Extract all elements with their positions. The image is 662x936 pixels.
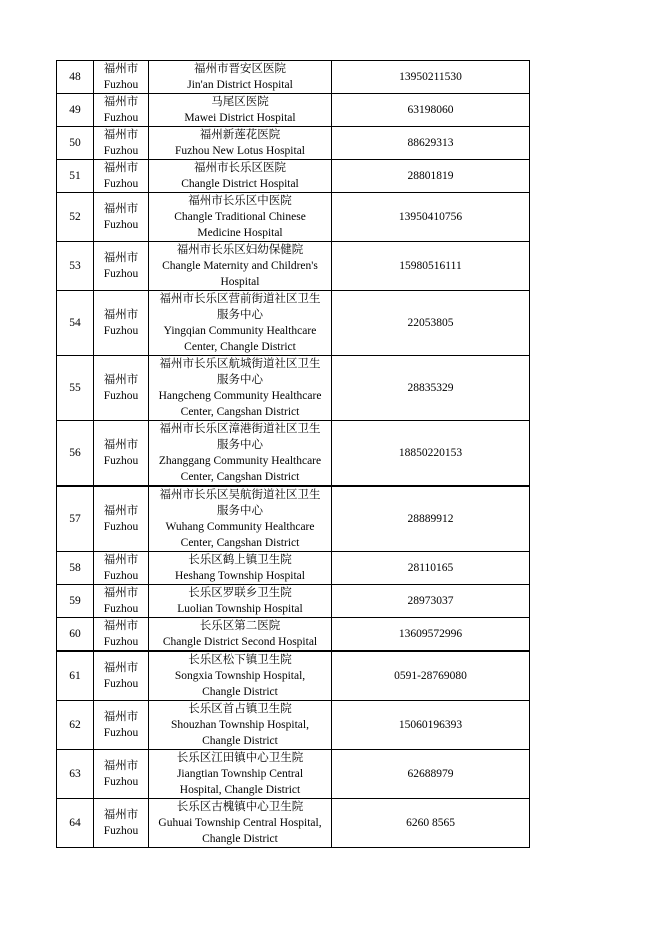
table-row (57, 618, 530, 652)
city-name-en: Fuzhou (103, 570, 139, 582)
table-row (57, 701, 530, 750)
city-cell (94, 486, 149, 552)
row-number: 56 (57, 421, 94, 487)
row-number: 62 (57, 701, 94, 750)
hospital-name-line: Center, Cangshan District (180, 471, 300, 483)
phone-cell: 28889912 (332, 486, 530, 552)
row-number: 51 (57, 160, 94, 193)
hospital-name-line: Zhanggang Community Healthcare (158, 455, 322, 467)
hospital-name-cell (149, 61, 332, 94)
city-cell (94, 421, 149, 487)
hospital-name-line: 长乐区第二医院 (199, 620, 281, 632)
row-number: 60 (57, 618, 94, 652)
hospital-name-line: Center, Cangshan District (180, 537, 300, 549)
city-cell (94, 242, 149, 291)
table-row (57, 799, 530, 848)
hospital-name-line: 服务中心 (217, 374, 263, 386)
table-row (57, 585, 530, 618)
city-name-zh: 福州市 (103, 374, 139, 386)
city-name-en: Fuzhou (103, 219, 139, 231)
table-row (57, 94, 530, 127)
row-number: 59 (57, 585, 94, 618)
city-name-zh: 福州市 (103, 162, 139, 174)
phone-cell: 13950410756 (332, 193, 530, 242)
city-name-en: Fuzhou (103, 678, 139, 690)
hospital-name-line: Yingqian Community Healthcare (163, 325, 317, 337)
city-name-en: Fuzhou (103, 268, 139, 280)
hospital-name-line: 马尾区医院 (211, 96, 269, 108)
hospital-name-line: 服务中心 (217, 505, 263, 517)
hospital-name-cell (149, 193, 332, 242)
hospital-name-line: Center, Changle District (184, 341, 296, 353)
table-row (57, 356, 530, 421)
hospital-name-cell (149, 356, 332, 421)
table-row (57, 552, 530, 585)
city-name-en: Fuzhou (103, 455, 139, 467)
hospital-name-line: 长乐区江田镇中心卫生院 (176, 752, 304, 764)
hospital-name-line: 长乐区罗联乡卫生院 (188, 587, 292, 599)
row-number: 57 (57, 486, 94, 552)
row-number: 53 (57, 242, 94, 291)
city-cell (94, 193, 149, 242)
hospital-name-line: Songxia Township Hospital, (174, 670, 306, 682)
phone-cell: 15060196393 (332, 701, 530, 750)
table-row (57, 193, 530, 242)
hospital-name-line: 福州市长乐区医院 (194, 162, 286, 174)
city-name-en: Fuzhou (103, 178, 139, 190)
city-name-zh: 福州市 (103, 96, 139, 108)
hospital-name-line: Heshang Township Hospital (175, 570, 305, 582)
table-row (57, 651, 530, 701)
hospital-name-line: Changle District (202, 735, 278, 747)
hospital-name-line: Changle District (202, 686, 278, 698)
city-cell (94, 618, 149, 652)
phone-cell: 15980516111 (332, 242, 530, 291)
city-cell (94, 585, 149, 618)
city-name-en: Fuzhou (103, 112, 139, 124)
city-name-en: Fuzhou (103, 79, 139, 91)
table-row (57, 750, 530, 799)
hospital-name-line: 福州市长乐区吴航街道社区卫生 (159, 489, 321, 501)
row-number: 64 (57, 799, 94, 848)
hospital-name-cell (149, 552, 332, 585)
city-name-zh: 福州市 (103, 63, 139, 75)
city-cell (94, 94, 149, 127)
hospital-name-cell (149, 750, 332, 799)
city-cell (94, 552, 149, 585)
row-number: 48 (57, 61, 94, 94)
city-cell (94, 61, 149, 94)
city-name-zh: 福州市 (103, 809, 139, 821)
row-number: 50 (57, 127, 94, 160)
hospital-name-line: Jin'an District Hospital (187, 79, 293, 91)
city-name-zh: 福州市 (103, 711, 139, 723)
hospital-name-cell (149, 94, 332, 127)
hospital-name-line: 长乐区鹤上镇卫生院 (188, 554, 292, 566)
hospital-name-cell (149, 618, 332, 652)
hospital-name-cell (149, 160, 332, 193)
city-name-zh: 福州市 (103, 760, 139, 772)
table-row (57, 291, 530, 356)
hospital-name-cell (149, 486, 332, 552)
hospital-name-line: 福州市长乐区航城街道社区卫生 (159, 358, 321, 370)
hospital-name-line: 长乐区松下镇卫生院 (188, 654, 292, 666)
city-cell (94, 127, 149, 160)
hospital-name-line: Hospital (220, 276, 260, 288)
phone-cell: 28973037 (332, 585, 530, 618)
hospital-name-cell (149, 291, 332, 356)
phone-cell: 6260 8565 (332, 799, 530, 848)
phone-cell: 28110165 (332, 552, 530, 585)
city-cell (94, 356, 149, 421)
hospital-name-line: Luolian Township Hospital (177, 603, 303, 615)
hospital-name-line: Hangcheng Community Healthcare (158, 390, 322, 402)
city-name-zh: 福州市 (103, 252, 139, 264)
city-name-en: Fuzhou (103, 603, 139, 615)
hospital-name-line: 长乐区首占镇卫生院 (188, 703, 292, 715)
city-name-en: Fuzhou (103, 390, 139, 402)
hospital-name-line: Changle District (202, 833, 278, 845)
city-name-zh: 福州市 (103, 129, 139, 141)
city-name-zh: 福州市 (103, 309, 139, 321)
city-name-zh: 福州市 (103, 203, 139, 215)
city-name-en: Fuzhou (103, 825, 139, 837)
row-number: 52 (57, 193, 94, 242)
phone-cell: 13609572996 (332, 618, 530, 652)
city-cell (94, 651, 149, 701)
hospital-table (56, 60, 530, 848)
hospital-name-cell (149, 585, 332, 618)
table-row (57, 486, 530, 552)
hospital-table-body (57, 61, 530, 848)
city-name-zh: 福州市 (103, 662, 139, 674)
city-name-zh: 福州市 (103, 554, 139, 566)
city-name-en: Fuzhou (103, 325, 139, 337)
hospital-name-cell (149, 421, 332, 487)
row-number: 54 (57, 291, 94, 356)
city-name-en: Fuzhou (103, 636, 139, 648)
hospital-name-cell (149, 799, 332, 848)
hospital-name-line: 福州新莲花医院 (199, 129, 281, 141)
hospital-name-line: Shouzhan Township Hospital, (171, 719, 309, 731)
phone-cell: 18850220153 (332, 421, 530, 487)
phone-cell: 63198060 (332, 94, 530, 127)
row-number: 55 (57, 356, 94, 421)
hospital-name-line: 福州市长乐区中医院 (188, 195, 292, 207)
table-row (57, 127, 530, 160)
city-name-en: Fuzhou (103, 145, 139, 157)
city-name-zh: 福州市 (103, 439, 139, 451)
table-row (57, 242, 530, 291)
city-name-en: Fuzhou (103, 776, 139, 788)
row-number: 63 (57, 750, 94, 799)
hospital-name-line: Changle Traditional Chinese (174, 211, 306, 223)
hospital-name-line: 福州市长乐区漳港街道社区卫生 (159, 423, 321, 435)
city-name-zh: 福州市 (103, 620, 139, 632)
hospital-name-line: Guhuai Township Central Hospital, (158, 817, 322, 829)
hospital-name-cell (149, 701, 332, 750)
row-number: 61 (57, 651, 94, 701)
hospital-name-line: Hospital, Changle District (179, 784, 301, 796)
city-cell (94, 160, 149, 193)
city-cell (94, 799, 149, 848)
hospital-name-line: Changle District Hospital (181, 178, 299, 190)
phone-cell: 22053805 (332, 291, 530, 356)
hospital-name-line: 服务中心 (217, 439, 263, 451)
hospital-name-line: Medicine Hospital (197, 227, 283, 239)
city-cell (94, 701, 149, 750)
hospital-name-line: 福州市晋安区医院 (194, 63, 286, 75)
city-name-zh: 福州市 (103, 505, 139, 517)
city-name-en: Fuzhou (103, 727, 139, 739)
table-row (57, 421, 530, 487)
phone-cell: 88629313 (332, 127, 530, 160)
hospital-name-line: Center, Cangshan District (180, 406, 300, 418)
table-row (57, 61, 530, 94)
hospital-name-line: Wuhang Community Healthcare (165, 521, 315, 533)
phone-cell: 13950211530 (332, 61, 530, 94)
hospital-name-cell (149, 651, 332, 701)
hospital-name-line: Jiangtian Township Central (176, 768, 304, 780)
phone-cell: 28801819 (332, 160, 530, 193)
city-name-en: Fuzhou (103, 521, 139, 533)
hospital-name-line: 福州市长乐区妇幼保健院 (176, 244, 304, 256)
hospital-name-line: Fuzhou New Lotus Hospital (174, 145, 305, 157)
hospital-name-line: Mawei District Hospital (184, 112, 296, 124)
hospital-name-line: Changle District Second Hospital (162, 636, 318, 648)
hospital-name-line: 长乐区古槐镇中心卫生院 (176, 801, 304, 813)
row-number: 58 (57, 552, 94, 585)
phone-cell: 62688979 (332, 750, 530, 799)
city-cell (94, 750, 149, 799)
city-cell (94, 291, 149, 356)
phone-cell: 28835329 (332, 356, 530, 421)
city-name-zh: 福州市 (103, 587, 139, 599)
phone-cell: 0591-28769080 (332, 651, 530, 701)
hospital-name-line: 福州市长乐区营前街道社区卫生 (159, 293, 321, 305)
table-row (57, 160, 530, 193)
hospital-name-cell (149, 242, 332, 291)
hospital-name-line: 服务中心 (217, 309, 263, 321)
hospital-name-line: Changle Maternity and Children's (162, 260, 318, 272)
row-number: 49 (57, 94, 94, 127)
hospital-name-cell (149, 127, 332, 160)
